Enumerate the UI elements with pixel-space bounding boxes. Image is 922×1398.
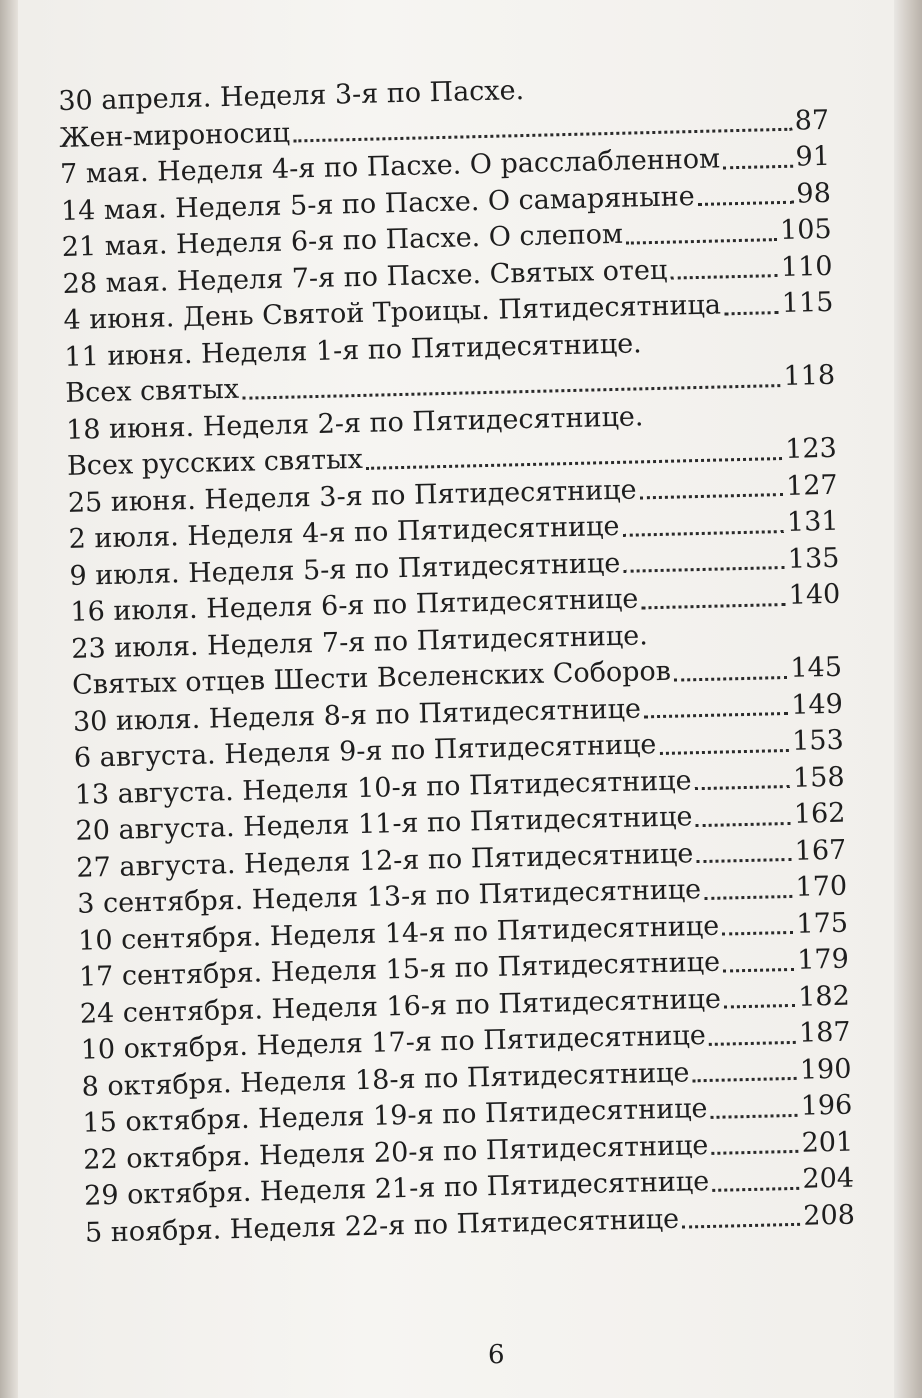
- toc-entry-page: 175: [796, 907, 849, 940]
- table-of-contents: [58, 66, 855, 1252]
- toc-entry-page: 98: [796, 177, 832, 210]
- toc-entry-page: 118: [783, 359, 836, 392]
- toc-entry-title: 4 июня. День Святой Троицы. Пятидесятница: [63, 289, 722, 336]
- toc-entry-title: Всех русских святых: [66, 443, 364, 482]
- toc-entry-title: 9 июля. Неделя 5-я по Пятидесятнице: [69, 547, 621, 592]
- toc-dot-leader: [723, 164, 793, 169]
- toc-entry-title: 2 июля. Неделя 4-я по Пятидесятнице: [68, 510, 620, 555]
- toc-entry-page: 149: [790, 688, 844, 721]
- toc-entry-page: 91: [795, 140, 831, 173]
- toc-entry-title: 5 ноября. Неделя 22-я по Пятидесятнице: [84, 1203, 680, 1249]
- toc-entry-page: 179: [796, 943, 850, 976]
- toc-entry-title: 27 августа. Неделя 12-я по Пятидесятнице: [76, 837, 694, 884]
- toc-entry-page: 190: [799, 1053, 852, 1086]
- toc-entry-page: 167: [794, 834, 847, 867]
- toc-entry-title: Жен-мироносиц: [58, 117, 291, 154]
- toc-dot-leader: [644, 712, 788, 718]
- toc-entry-page: 145: [790, 651, 843, 684]
- toc-entry-page: 123: [784, 432, 838, 465]
- toc-dot-leader: [626, 238, 777, 245]
- toc-entry-title: 3 сентября. Неделя 13-я по Пятидесятнице: [76, 874, 702, 920]
- toc-dot-leader: [682, 1223, 800, 1229]
- toc-entry-title: 16 июля. Неделя 6-я по Пятидесятнице: [70, 583, 639, 628]
- toc-dot-leader: [704, 894, 793, 899]
- toc-entry-title: 17 сентября. Неделя 15-я по Пятидесятнице: [78, 946, 721, 993]
- page-edge: [894, 0, 922, 1398]
- toc-dot-leader: [670, 274, 778, 280]
- toc-entry-page: 196: [800, 1089, 853, 1122]
- toc-dot-leader: [293, 128, 792, 143]
- toc-dot-leader: [366, 457, 783, 470]
- toc-entry-page: 153: [791, 724, 845, 757]
- toc-entry-title: 15 октября. Неделя 19-я по Пятидесятнице: [82, 1092, 708, 1139]
- toc-dot-leader: [641, 602, 785, 608]
- toc-entry-page: 170: [795, 870, 848, 903]
- toc-entry-title: 10 октября. Неделя 17-я по Пятидесятнице: [80, 1020, 707, 1066]
- toc-entry-title: Святых отцев Шести Вселенских Соборов: [71, 655, 672, 701]
- toc-entry-title: Всех святых: [64, 373, 240, 409]
- toc-entry-page: 135: [787, 542, 840, 575]
- toc-entry-page: 182: [797, 980, 851, 1013]
- toc-entry-page: 115: [781, 286, 834, 320]
- toc-entry-page: 131: [786, 505, 839, 538]
- toc-entry-title: 13 августа. Неделя 10-я по Пятидесятнице: [74, 764, 692, 811]
- toc-entry-page: 187: [798, 1016, 851, 1049]
- toc-entry-page: 204: [802, 1162, 855, 1195]
- toc-entry-title: 18 июня. Неделя 2-я по Пятидесятнице.: [65, 400, 644, 446]
- toc-entry-title: 21 мая. Неделя 6-я по Пасхе. О слепом: [61, 218, 624, 263]
- toc-entry-title: 24 сентября. Неделя 16-я по Пятидесятнице: [79, 983, 722, 1030]
- toc-dot-leader: [698, 201, 794, 206]
- toc-entry-title: 14 мая. Неделя 5-я по Пасхе. О самаряныне: [60, 180, 696, 227]
- toc-dot-leader: [660, 748, 790, 754]
- toc-entry-title: 8 октября. Неделя 18-я по Пятидесятнице: [81, 1056, 690, 1103]
- toc-dot-leader: [711, 1150, 798, 1155]
- toc-dot-leader: [623, 566, 785, 573]
- toc-entry-title: 10 сентября. Неделя 14-я по Пятидесятнице: [77, 910, 720, 957]
- toc-dot-leader: [723, 967, 794, 972]
- book-page: [18, 0, 894, 1398]
- page-gutter-shadow: [0, 0, 18, 1398]
- toc-entry-title: 28 мая. Неделя 7-я по Пасхе. Святых отец: [62, 254, 668, 300]
- toc-entry-page: 162: [793, 797, 846, 830]
- toc-dot-leader: [709, 1040, 796, 1045]
- toc-dot-leader: [722, 931, 793, 936]
- toc-entry-title: 25 июня. Неделя 3-я по Пятидесятнице: [67, 473, 637, 519]
- toc-entry-title: 29 октября. Неделя 21-я по Пятидесятнице: [83, 1165, 710, 1212]
- toc-entry-title: 23 июля. Неделя 7-я по Пятидесятнице.: [70, 619, 649, 665]
- toc-entry-page: 105: [779, 213, 833, 247]
- toc-entry-title: 6 августа. Неделя 9-я по Пятидесятнице: [73, 729, 657, 774]
- toc-dot-leader: [640, 493, 784, 499]
- toc-entry-page: 127: [785, 469, 839, 502]
- toc-dot-leader: [693, 1077, 798, 1082]
- toc-entry-page: 158: [792, 761, 845, 794]
- toc-dot-leader: [623, 530, 785, 537]
- toc-entry-title: 11 июня. Неделя 1-я по Пятидесятнице.: [64, 327, 643, 373]
- toc-dot-leader: [696, 821, 792, 826]
- toc-entry-page: 140: [788, 578, 841, 611]
- toc-entry-page: 87: [794, 104, 830, 137]
- toc-entry-page: 208: [802, 1199, 856, 1232]
- toc-dot-leader: [695, 785, 791, 790]
- toc-entry-title: 20 августа. Неделя 11-я по Пятидесятнице: [75, 801, 693, 847]
- toc-dot-leader: [696, 858, 792, 863]
- toc-entry-page: 201: [801, 1126, 854, 1159]
- toc-dot-leader: [724, 311, 779, 315]
- toc-dot-leader: [674, 675, 788, 681]
- toc-dot-leader: [712, 1186, 799, 1191]
- toc-entry-title: 22 октября. Неделя 20-я по Пятидесятнице: [82, 1129, 709, 1176]
- toc-entry-title: 7 мая. Неделя 4-я по Пасхе. О расслабленном: [59, 143, 721, 190]
- toc-entry-title: 30 апреля. Неделя 3-я по Пасхе.: [58, 75, 525, 117]
- toc-dot-leader: [724, 1004, 795, 1009]
- toc-dot-leader: [711, 1113, 798, 1118]
- toc-entry-title: 30 июля. Неделя 8-я по Пятидесятнице: [72, 692, 642, 738]
- page-number: 6: [488, 1340, 505, 1370]
- toc-entry-page: 110: [780, 250, 833, 283]
